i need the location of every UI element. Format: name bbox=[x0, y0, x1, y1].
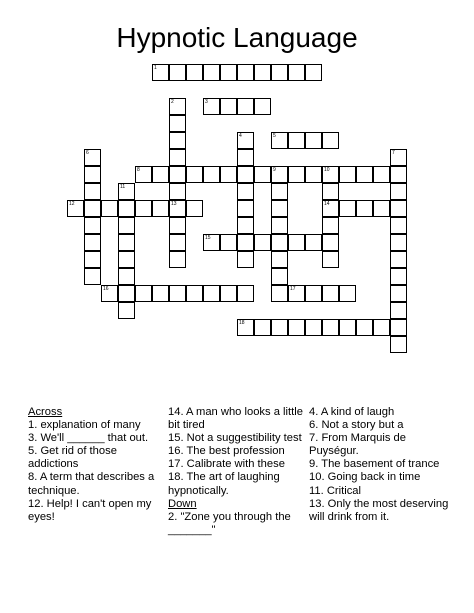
grid-cell[interactable] bbox=[84, 217, 101, 234]
clue-item: 5. Get rid of those addictions bbox=[28, 445, 117, 471]
grid-cell[interactable] bbox=[84, 251, 101, 268]
grid-cell[interactable] bbox=[169, 149, 186, 166]
grid-cell[interactable] bbox=[339, 285, 356, 302]
clue-number: 2 bbox=[171, 99, 174, 105]
clue-number: 16 bbox=[103, 286, 109, 292]
clue-number: 15 bbox=[205, 235, 211, 241]
across-heading: Across bbox=[28, 406, 63, 418]
grid-cell[interactable] bbox=[390, 251, 407, 268]
clue-number: 7 bbox=[392, 150, 395, 156]
grid-cell[interactable] bbox=[186, 166, 203, 183]
grid-cell[interactable] bbox=[390, 336, 407, 353]
clue-item: 11. Critical bbox=[309, 484, 362, 497]
grid-cell[interactable] bbox=[152, 285, 169, 302]
grid-cell[interactable] bbox=[118, 268, 135, 285]
grid-cell[interactable] bbox=[135, 285, 152, 302]
clue-number: 11 bbox=[120, 184, 126, 190]
grid-cell[interactable] bbox=[169, 217, 186, 234]
grid-cell[interactable] bbox=[305, 132, 322, 149]
grid-cell[interactable] bbox=[118, 234, 135, 251]
clue-item: 1. explanation of many bbox=[28, 419, 141, 432]
grid-cell[interactable] bbox=[169, 64, 186, 81]
grid-cell[interactable] bbox=[169, 234, 186, 251]
grid-cell[interactable] bbox=[305, 166, 322, 183]
grid-cell[interactable] bbox=[237, 234, 254, 251]
grid-cell[interactable] bbox=[118, 251, 135, 268]
grid-cell[interactable] bbox=[322, 285, 339, 302]
grid-cell[interactable] bbox=[390, 166, 407, 183]
grid-cell[interactable] bbox=[271, 217, 288, 234]
grid-cell[interactable] bbox=[152, 200, 169, 217]
grid-cell[interactable] bbox=[254, 166, 271, 183]
clue-number: 1 bbox=[154, 65, 157, 71]
clues-column-2 bbox=[168, 406, 304, 537]
clue-item: 9. The basement of trance bbox=[309, 458, 440, 471]
grid-cell[interactable] bbox=[271, 251, 288, 268]
grid-cell[interactable] bbox=[339, 200, 356, 217]
grid-cell[interactable] bbox=[220, 234, 237, 251]
clue-number: 9 bbox=[273, 167, 276, 173]
grid-cell[interactable] bbox=[169, 115, 186, 132]
grid-cell[interactable] bbox=[322, 183, 339, 200]
grid-cell[interactable] bbox=[237, 64, 254, 81]
clue-number: 10 bbox=[324, 167, 330, 173]
grid-cell[interactable] bbox=[237, 200, 254, 217]
clue-item: 2. "Zone you through the _______" bbox=[168, 510, 291, 536]
grid-cell[interactable] bbox=[220, 64, 237, 81]
clue-item: 10. Going back in time bbox=[309, 471, 421, 484]
grid-cell[interactable] bbox=[373, 200, 390, 217]
grid-cell[interactable] bbox=[220, 98, 237, 115]
grid-cell[interactable] bbox=[356, 319, 373, 336]
grid-cell[interactable] bbox=[271, 319, 288, 336]
grid-cell[interactable] bbox=[288, 319, 305, 336]
grid-cell[interactable] bbox=[288, 132, 305, 149]
grid-cell[interactable] bbox=[118, 302, 135, 319]
grid-cell[interactable] bbox=[254, 234, 271, 251]
grid-cell[interactable] bbox=[390, 285, 407, 302]
grid-cell[interactable] bbox=[254, 98, 271, 115]
grid-cell[interactable] bbox=[322, 234, 339, 251]
grid-cell[interactable] bbox=[373, 319, 390, 336]
clues-column-3 bbox=[309, 406, 449, 524]
clue-item: 13. Only the most deserving will drink from it. bbox=[309, 497, 449, 523]
clue-number: 3 bbox=[205, 99, 208, 105]
grid-cell[interactable] bbox=[322, 132, 339, 149]
grid-cell[interactable] bbox=[339, 319, 356, 336]
clue-item: 14. A man who looks a little bit tired bbox=[168, 406, 303, 432]
grid-cell[interactable] bbox=[186, 200, 203, 217]
grid-cell[interactable] bbox=[390, 200, 407, 217]
grid-cell[interactable] bbox=[271, 64, 288, 81]
grid-cell[interactable] bbox=[271, 285, 288, 302]
grid-cell[interactable] bbox=[288, 64, 305, 81]
grid-cell[interactable] bbox=[305, 319, 322, 336]
grid-cell[interactable] bbox=[169, 251, 186, 268]
grid-cell[interactable] bbox=[305, 285, 322, 302]
grid-cell[interactable] bbox=[169, 132, 186, 149]
grid-cell[interactable] bbox=[390, 319, 407, 336]
clue-number: 6 bbox=[86, 150, 89, 156]
grid-cell[interactable] bbox=[152, 166, 169, 183]
clue-number: 5 bbox=[273, 133, 276, 139]
grid-cell[interactable] bbox=[186, 64, 203, 81]
grid-cell[interactable] bbox=[135, 200, 152, 217]
grid-cell[interactable] bbox=[288, 234, 305, 251]
grid-cell[interactable] bbox=[237, 183, 254, 200]
clue-item: 4. A kind of laugh bbox=[309, 406, 395, 418]
grid-cell[interactable] bbox=[118, 217, 135, 234]
grid-cell[interactable] bbox=[390, 183, 407, 200]
clue-item: 16. The best profession bbox=[168, 445, 285, 458]
clue-item: 17. Calibrate with these bbox=[168, 458, 285, 471]
grid-cell[interactable] bbox=[322, 319, 339, 336]
grid-cell[interactable] bbox=[203, 285, 220, 302]
grid-cell[interactable] bbox=[169, 166, 186, 183]
clue-number: 13 bbox=[171, 201, 177, 207]
grid-cell[interactable] bbox=[84, 183, 101, 200]
grid-cell[interactable] bbox=[271, 183, 288, 200]
grid-cell[interactable] bbox=[118, 200, 135, 217]
clue-item: 8. A term that describes a technique. bbox=[28, 471, 155, 497]
grid-cell[interactable] bbox=[220, 166, 237, 183]
grid-cell[interactable] bbox=[203, 64, 220, 81]
grid-cell[interactable] bbox=[356, 200, 373, 217]
grid-cell[interactable] bbox=[254, 64, 271, 81]
clue-number: 12 bbox=[69, 201, 75, 207]
clues-column-1 bbox=[28, 406, 158, 524]
down-heading: Down bbox=[168, 497, 197, 510]
grid-cell[interactable] bbox=[390, 217, 407, 234]
clue-number: 14 bbox=[324, 201, 330, 207]
grid-cell[interactable] bbox=[84, 200, 101, 217]
grid-cell[interactable] bbox=[356, 166, 373, 183]
grid-cell[interactable] bbox=[84, 234, 101, 251]
grid-cell[interactable] bbox=[339, 166, 356, 183]
grid-cell[interactable] bbox=[237, 251, 254, 268]
page-title: Hypnotic Language bbox=[116, 22, 358, 53]
grid-cell[interactable] bbox=[118, 285, 135, 302]
grid-cell[interactable] bbox=[169, 285, 186, 302]
grid-cell[interactable] bbox=[84, 166, 101, 183]
grid-cell[interactable] bbox=[271, 200, 288, 217]
grid-cell[interactable] bbox=[237, 98, 254, 115]
clue-item: 12. Help! I can't open my eyes! bbox=[28, 497, 152, 523]
clue-item: 15. Not a suggestibility test bbox=[168, 432, 302, 445]
grid-cell[interactable] bbox=[305, 234, 322, 251]
grid-cell[interactable] bbox=[390, 302, 407, 319]
grid-cell[interactable] bbox=[237, 149, 254, 166]
grid-cell[interactable] bbox=[203, 166, 220, 183]
grid-cell[interactable] bbox=[186, 285, 203, 302]
grid-cell[interactable] bbox=[84, 268, 101, 285]
grid-cell[interactable] bbox=[288, 166, 305, 183]
grid-cell[interactable] bbox=[373, 166, 390, 183]
clue-number: 17 bbox=[290, 286, 296, 292]
grid-cell[interactable] bbox=[390, 234, 407, 251]
grid-cell[interactable] bbox=[237, 285, 254, 302]
grid-cell[interactable] bbox=[390, 268, 407, 285]
grid-cell[interactable] bbox=[237, 217, 254, 234]
clue-number: 4 bbox=[239, 133, 242, 139]
clue-number: 18 bbox=[239, 320, 245, 326]
clue-item: 18. The art of laughing hypnotically. bbox=[168, 471, 280, 497]
grid-cell[interactable] bbox=[237, 166, 254, 183]
grid-cell[interactable] bbox=[322, 217, 339, 234]
clue-number: 8 bbox=[137, 167, 140, 173]
clue-item: 3. We'll ______ that out. bbox=[28, 432, 149, 445]
grid-cell[interactable] bbox=[271, 234, 288, 251]
grid-cell[interactable] bbox=[101, 200, 118, 217]
grid-cell[interactable] bbox=[220, 285, 237, 302]
clue-item: 6. Not a story but a bbox=[309, 419, 404, 432]
grid-cell[interactable] bbox=[322, 251, 339, 268]
grid-cell[interactable] bbox=[305, 64, 322, 81]
grid-cell[interactable] bbox=[169, 183, 186, 200]
grid-cell[interactable] bbox=[254, 319, 271, 336]
grid-cell[interactable] bbox=[271, 268, 288, 285]
clue-item: 7. From Marquis de Puységur. bbox=[309, 432, 406, 458]
